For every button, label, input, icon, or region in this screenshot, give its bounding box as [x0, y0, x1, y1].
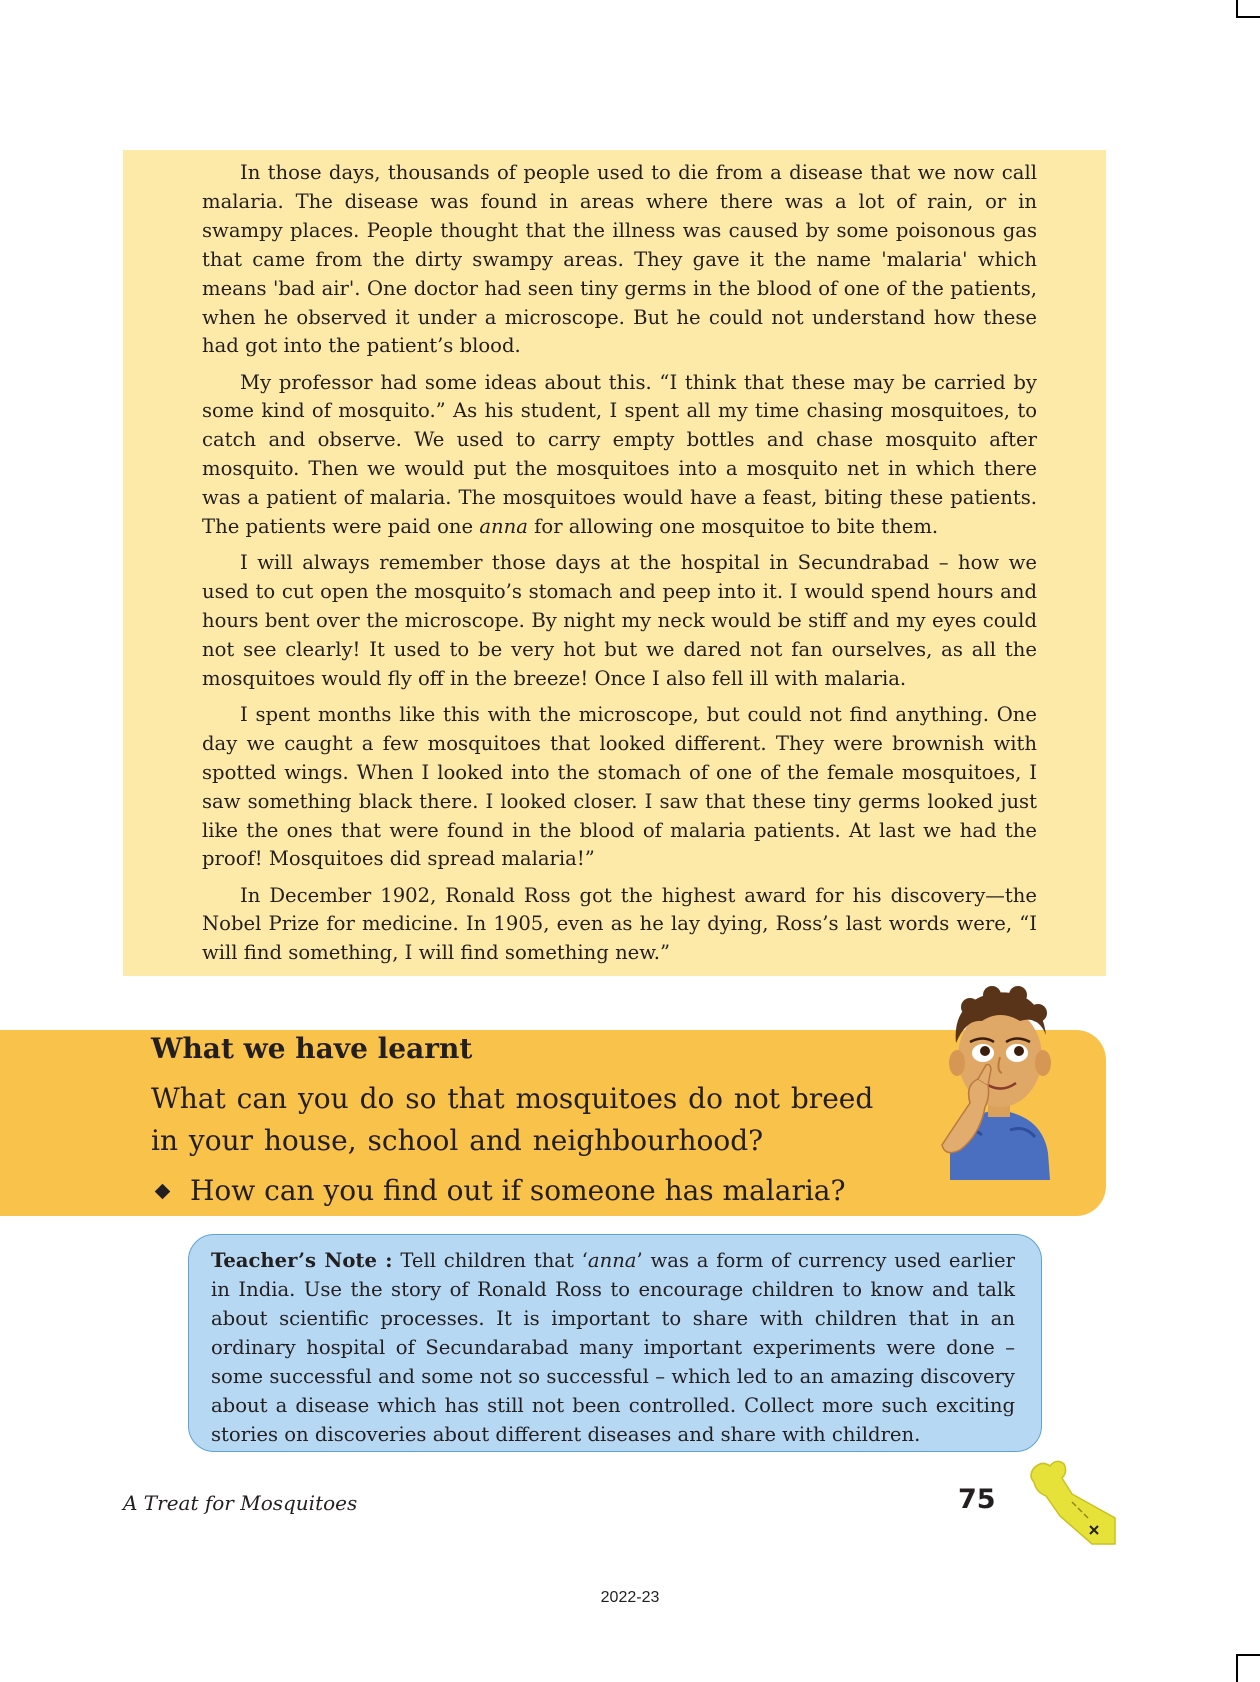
story-paragraph-1: In those days, thousands of people used to die from a disease that we now call malaria. The disease was found in areas where there was a lot of rain, or in swampy places. People thought that the illness was caused by some poisonous gas that came from the dirty swampy areas. They gave it the name 'malaria' which means 'bad air'. One doctor had seen tiny germs in the blood of one of the patients, when he observed it under a microscope. But he could not understand how these had got into the patient’s blood.: [202, 161, 1037, 358]
teachers-note-anna: anna: [587, 1249, 637, 1272]
teachers-note-label: Teacher’s Note :: [211, 1249, 393, 1272]
anna-emphasis: anna: [479, 515, 528, 539]
teachers-note-end: ’ was a form of currency used earlier in India. Use the story of Ronald Ross to encourage children to know and talk about scientific processes. It is important to share with children that in an ordinary hospital of Secundarabad many important experiments were done – some successful and some not so successful – which led to an amazing discovery about a disease which has still not been controlled. Collect more such exciting stories on discoveries about different diseases and share with children.: [211, 1249, 1016, 1446]
story-paragraph-5: In December 1902, Ronald Ross got the highest award for his discovery—the Nobel Prize for medicine. In 1905, even as he lay dying, Ross’s last words were, “I will find something, I will find something new.”: [202, 883, 1037, 965]
learnt-question-2-text: How can you find out if someone has malaria?: [190, 1174, 846, 1207]
teachers-note-start: Tell children that ‘: [392, 1249, 588, 1272]
chapter-title-footer: A Treat for Mosquitoes: [123, 1491, 358, 1515]
story-box: [123, 150, 1106, 976]
thinking-boy-illustration: [930, 985, 1065, 1180]
story-paragraph-4: I spent months like this with the microscope, but could not find anything. One day we caught a few mosquitoes that looked different. They were brownish with spotted wings. When I looked into the stomach of one of the female mosquitoes, I saw something black there. I looked closer. I saw that these tiny germs looked just like the ones that were found in the blood of malaria patients. At last we had the proof! Mosquitoes did spread malaria!”: [202, 702, 1037, 871]
crop-mark-bottom-right: [1236, 1654, 1260, 1682]
diamond-bullet-icon: [155, 1183, 171, 1199]
learnt-question-1: What can you do so that mosquitoes do not breed in your house, school and neighbourhood?: [151, 1082, 874, 1157]
learnt-question-2: [151, 1170, 846, 1212]
crop-mark-top-right: [1236, 0, 1260, 18]
story-paragraph-3: I will always remember those days at the hospital in Secundrabad – how we used to cut open the mosquito’s stomach and peep into it. I would spend hours and hours bent over the microscope. By night my neck would be stiff and my eyes could not see clearly! It used to be very hot but we dared not fan ourselves, as all the mosquitoes would fly off in the breeze! Once I also fell ill with malaria.: [202, 551, 1037, 690]
edition-year: 2022-23: [600, 1589, 660, 1606]
story-paragraph-2: [202, 369, 1037, 542]
learnt-heading: What we have learnt: [151, 1032, 473, 1065]
yellow-ruler-icon: [1020, 1456, 1120, 1546]
page-number: 75: [958, 1484, 996, 1515]
story-paragraph-2-end: for allowing one mosquitoe to bite them.: [527, 515, 939, 539]
teachers-note-text: [211, 1246, 1015, 1449]
story-paragraph-2-start: My professor had some ideas about this. “I think that these may be carried by some kind of mosquito.” As his student, I spent all my time chasing mosquitoes, to catch and observe. We used to carry empty bottles and chase mosquito after mosquito. Then we would put the mosquitoes into a mosquito net in which there was a patient of malaria. The mosquitoes would have a feast, biting these patients. The patients were paid one: [202, 370, 1037, 539]
teachers-note-box: [188, 1234, 1042, 1452]
